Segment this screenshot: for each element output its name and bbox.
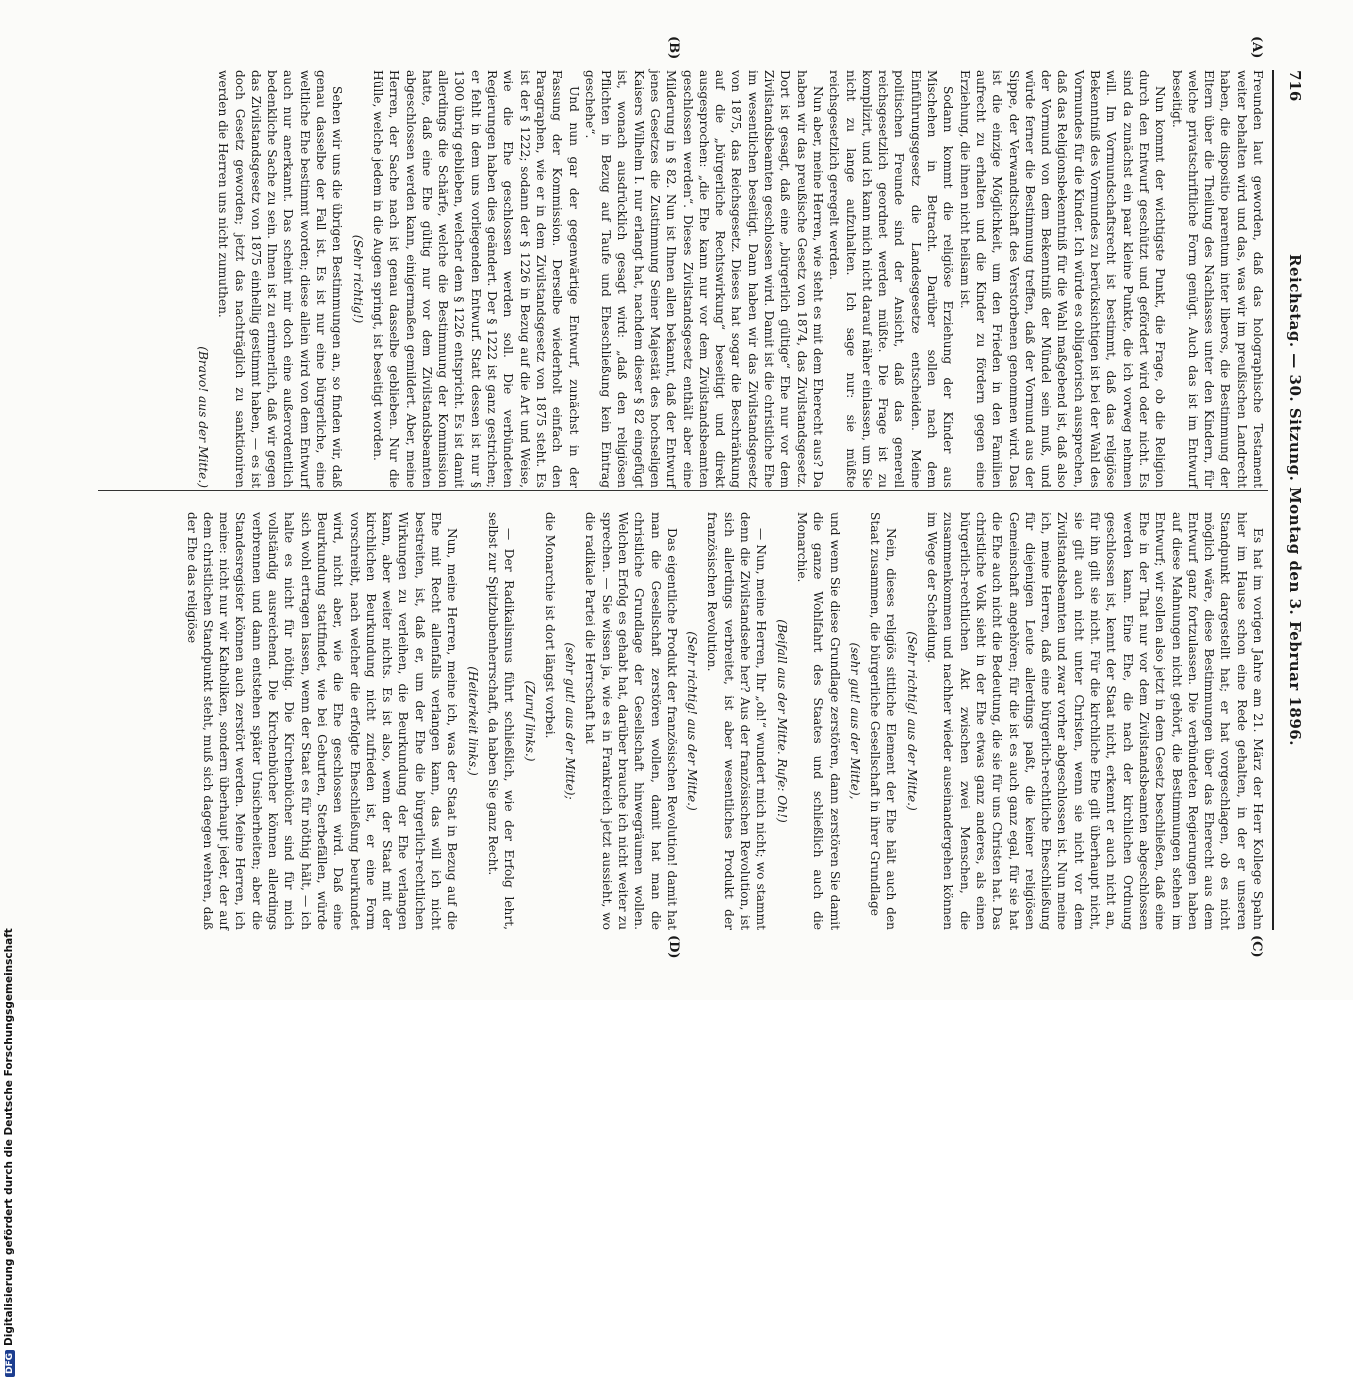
column-divider (98, 490, 1268, 491)
right-column (106, 512, 1266, 930)
margin-marker-b: (B) (666, 36, 681, 60)
paragraph: Sehen wir uns die übrigen Bestimmungen an, so finden wir, daß genau dasselbe der Fall ist. Es ist nur eine bürgerliche, eine weltliche Ehe bestimmt worden; diese allein wird von dem Entwurf auch nur anerkannt. Das scheint mir doch eine außerordentlich bedenkliche Sache zu sein. Ihnen ist zu erinnerlich, daß wir gegen das Zivilstandsgesetz von 1875 einhellig gestimmt haben, — es ist doch Gesetz geworden; jetzt das nachträglich zu sanktioniren werden die Herren uns nicht zumuthen. (216, 70, 345, 488)
interjection: (Sehr richtig! aus der Mitte.) (685, 631, 700, 811)
paragraph: Und nun gar der gegenwärtige Entwurf, zunächst in der Fassung der Kommission. Derselbe wiederholt einfach den Paragraphen, wie er in dem Zivilstandsgesetz von 1875 steht. Es ist der § 1222; sodann der § 1226 in Bezug auf die Art und Weise, wie die Ehe geschlossen werden soll. Die verbündeten Regierungen haben dies geändert. Der § 1222 ist ganz gestrichen; er fehlt in dem uns vorliegenden Entwurf. Statt dessen ist nur § 1300 übrig geblieben, welcher dem § 1226 entspricht. Es ist damit allerdings die Schärfe, welche die Bestimmung der Kommission hatte, daß eine Ehe gültig nur vor dem Zivilstandsbeamten abgeschlossen werden kann, einigermaßen gemildert. Aber, meine Herren, der Sache nach ist genau dasselbe geblieben. Nur die Hülle, welche jedem in die Augen springt, ist beseitigt worden. (370, 70, 581, 488)
margin-marker-c: (C) (1249, 935, 1264, 958)
paragraph: Nun aber, meine Herren, wie steht es mit dem Eherecht aus? Da haben wir das preußische Gesetz von 1874, das Zivilstandsgesetz. Dort ist gesagt, daß eine „bürgerlich gültige“ Ehe nur vor dem Zivilstandsbeamten geschlossen wird. Damit ist die christliche Ehe im wesentlichen beseitigt. Dann haben wir das Zivilstandsgesetz von 1875, das Reichsgesetz. Dieses hat sogar die Beschränkung auf die „bürgerliche Rechtswirkung“ beseitigt und direkt ausgesprochen: „die Ehe kann nur vor dem Zivilstandsbeamten geschlossen werden“. Dieses Zivilstandsgesetz enthält aber eine Milderung in § 82. Nun ist Ihnen allen bekannt, daß der Entwurf jenes Gesetzes die Zustimmung Seiner Majestät des hochseligen Kaisers Wilhelm I. nur erlangt hat, nachdem dieser § 82 eingefügt ist, wonach ausdrücklich gesagt wird: „daß den religiösen Pflichten in Bezug auf Taufe und Eheschließung kein Eintrag geschehe“. (582, 70, 825, 488)
page-number: 716 (1286, 70, 1304, 102)
paragraph: Es hat im vorigen Jahre am 21. März der Herr Kollege Spahn hier im Hause schon eine Rede gehalten, in der er unseren Standpunkt dargestellt hat; er hat vorgeschlagen, ob es nicht möglich wäre, diese Bestimmungen über das Eherecht aus dem Entwurf ganz fortzulassen. Die verbündeten Regierungen haben auf diese Mahnungen nicht gehört, die Bestimmungen stehen im Entwurf; wir sollen also jetzt in dem Gesetz beschließen, daß eine Ehe in der That nur vor dem Zivilstandsbeamten abgeschlossen werden kann. Eine Ehe, die nach der kirchlichen Ordnung geschlossen ist, kennt der Staat nicht, erkennt er auch nicht an, für ihn gilt sie nicht. Für die kirchliche Ehe gilt überhaupt nicht, sie gilt auch nicht unter Christen, wenn sie nicht vor dem Zivilstandsbeamten und zwar vorher abgeschlossen ist. Nun meine ich, meine Herren, daß eine bürgerlich-rechtliche Eheschließung für diejenigen Leute allerdings paßt, die keiner religiösen Gemeinschaft angehören; für die ist es auch ganz egal, für sie hat die Ehe auch nicht die Bedeutung, die sie für uns Christen hat. Das christliche Volk sieht in der Ehe etwas ganz anderes, als einen bürgerlich-rechtlichen Akt zwischen zwei Menschen, die zusammenkommen und nachher wieder auseinandergehen können im Wege der Scheidung. (925, 512, 1265, 930)
running-head: Reichstag. — 30. Sitzung. Montag den 3. Februar 1896. (1286, 254, 1304, 746)
credit-text: Digitalisierung gefördert durch die Deutsche Forschungsgemeinschaft (3, 928, 15, 1346)
interjection: (Bravo! aus der Mitte.) (196, 346, 210, 488)
interjection: (Beifall aus der Mitte. Rufe: Oh!) (774, 619, 789, 823)
margin-marker-a: (A) (1249, 36, 1264, 59)
header-rule (1272, 70, 1274, 930)
paragraph: Das eigentliche Produkt der französischen Revolution! damit hat man die Gesellschaft zerstören wollen, damit hat man die christliche Grundlage der Gesellschaft hinwegräumen wollen. Welchen Erfolg es gehabt hat, darüber brauche ich nicht weiter zu sprechen. — Sie wissen ja, wie es in Frankreich jetzt aussieht, wo die radikale Partei die Herrschaft hat (583, 512, 679, 930)
rotated-print-page (26, 30, 1326, 970)
interjection: (sehr gut! aus der Mitte), (847, 642, 862, 800)
interjection: (Sehr richtig! aus der Mitte.) (904, 631, 919, 811)
interjection: (Heiterkeit links.) (465, 666, 480, 776)
paragraph: — Der Radikalismus führt schließlich, wie der Erfolg lehrt, selbst zur Spitzbubenherrschaft, da haben Sie ganz Recht. (485, 512, 517, 930)
interjection: (sehr gut! aus der Mitte); (563, 642, 578, 800)
digitization-credit (3, 397, 17, 1377)
interjection: (Zuruf links.) (522, 680, 537, 762)
interjection: (Sehr richtig!) (350, 234, 365, 324)
paragraph: Nun, meine Herren, meine ich, was der Staat in Bezug auf die Ehe mit Recht allenfalls verlangen kann, das will ich nicht bestreiten, ist, daß er, um der Ehe die bürgerlich-rechtlichen Wirkungen zu verleihen, die Beurkundung der Ehe verlangen kann, aber weiter nichts. Es ist also, wenn der Staat mit der kirchlichen Beurkundung nicht zufrieden ist, er eine Form vorschreibt, nach welcher die erfolgte Eheschließung beurkundet wird, nicht aber, wie die Ehe geschlossen wird. Daß eine Beurkundung stattfindet, wie bei Geburten, Sterbefällen, würde sich wohl ertragen lassen, wenn der Staat es für nöthig hält, — ich halte es nicht für nöthig. Die Kirchenbücher sind für mich vollständig ausreichend. Die Kirchenbücher können allerdings verbrennen und dann entstehen später Unsicherheiten; aber die Standesregister können auch zerstört werden. Meine Herren, ich meine: nicht nur wir Katholiken, sondern überhaupt jeder, der auf dem christlichen Standpunkt steht, muß sich dagegen wehren, daß der Ehe das religiöse (184, 512, 460, 930)
page-header (1278, 70, 1308, 930)
paragraph: Freunden laut geworden, daß das holographische Testament weiter behalten wird und das, was wir im preußischen Landrecht haben, die dispositio parentum inter liberos, die Bestimmung der Eltern über die Theilung des Nachlasses unter den Kindern, für welche privatschriftliche Form genügt. Auch das ist im Entwurf beseitigt. (1169, 70, 1265, 488)
margin-marker-d: (D) (666, 935, 681, 959)
paragraph: Nein, dieses religiös sittliche Element der Ehe hält auch den Staat zusammen, die bürgerliche Gesellschaft in ihrer Grundlage (868, 512, 899, 930)
left-column (106, 70, 1266, 488)
paragraph: und wenn Sie diese Grundlage zerstören, dann zerstören Sie damit die ganze Wohlfahrt des Staates und schließlich auch die Monarchie. (794, 512, 842, 930)
dfg-logo: DFG (5, 1350, 15, 1377)
paragraph: die Monarchie ist dort längst vorbei. (542, 512, 557, 739)
paragraph: Sodann kommt die religiöse Erziehung der Kinder aus Mischehen in Betracht. Darüber sollen nach dem Einführungsgesetz die Landesgesetze entscheiden. Meine politischen Freunde sind der Ansicht, daß das generell reichsgesetzlich geordnet werden müßte. Die Frage ist zu komplizirt, und ich kann mich nicht darauf näher einlassen, um Sie nicht zu lange aufzuhalten. Ich sage nur: sie müßte reichsgesetzlich geregelt werden. (827, 70, 956, 488)
paragraph: Nun kommt der wichtigste Punkt, die Frage, ob die Religion durch den Entwurf geschützt und gefördert wird oder nicht. Es sind da zunächst ein paar kleine Punkte, die ich vorweg nehmen will. Im Vormundschaftsrecht ist bestimmt, daß das religiöse Bekenntniß des Vormundes zu berücksichtigen ist bei der Wahl des Vormundes für die Kinder. Ich würde es obligatorisch aussprechen, daß das Religionsbekenntniß für die Wahl maßgebend ist, daß also der Vormund von dem Bekenntniß der Mündel sein muß, und würde ferner die Bestimmung treffen, daß der Vormund aus der Sippe, der Verwandtschaft des Verstorbenen genommen wird. Das ist die einzige Möglichkeit, um den Frieden in den Familien aufrecht zu erhalten und die Kinder zu fördern gegen eine Erziehung, die ihnen nicht heilsam ist. (957, 70, 1168, 488)
paragraph: — Nun, meine Herren, Ihr „oh!“ wundert mich nicht; wo stammt denn die Zivilstandsehe her? Aus der französischen Revolution, ist sich allerdings verbreitet, ist aber wesentliches Produkt der französischen Revolution. (705, 512, 769, 930)
